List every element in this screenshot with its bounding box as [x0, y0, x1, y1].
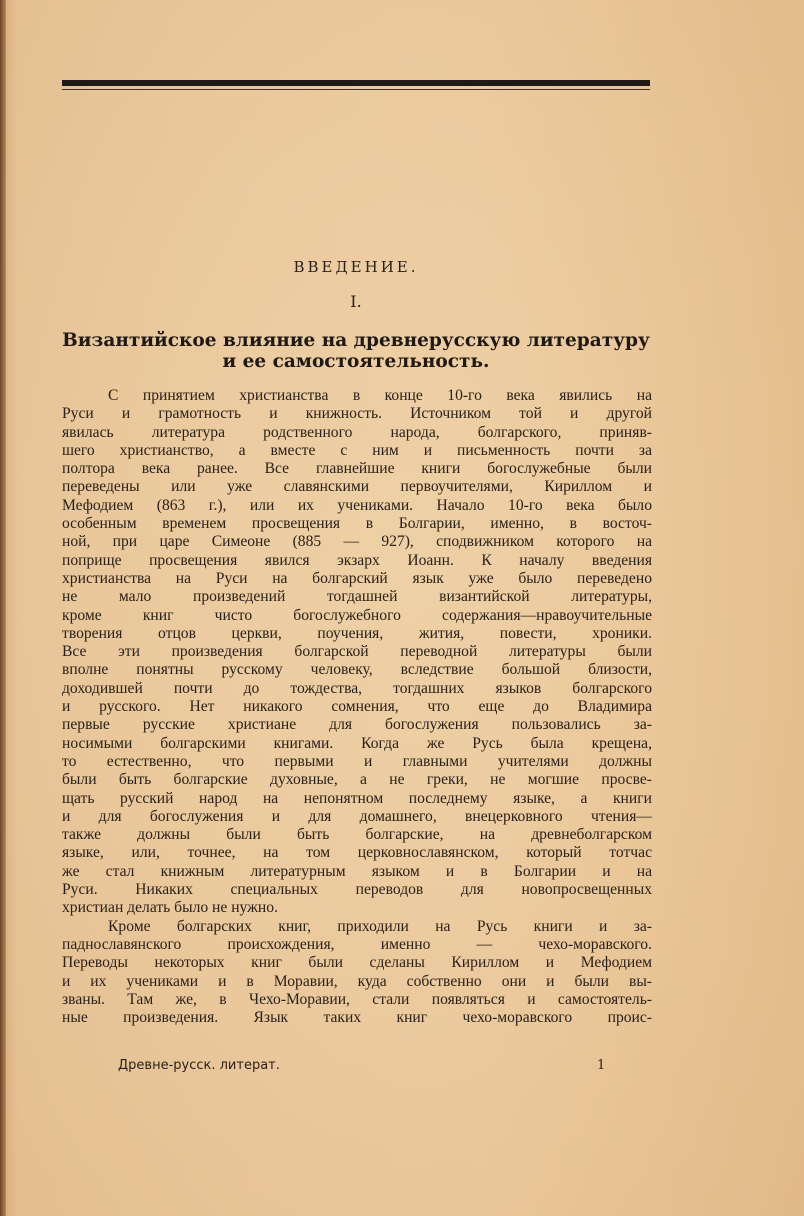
- book-spine-edge: [0, 0, 6, 1216]
- paragraph-line: вполне понятны русскому человеку, вследствие большой близости,: [62, 661, 652, 679]
- chapter-number: I.: [350, 292, 362, 311]
- paragraph-line: паднославянского происхождения, именно — чехо-моравского.: [62, 935, 652, 953]
- paragraph-line: ные произведения. Язык таких книг чехо-моравского проис-: [62, 1009, 652, 1027]
- paragraph-line: Все эти произведения болгарской переводной литературы были: [62, 643, 652, 661]
- paragraph-line: особенным временем просвещения в Болгарии, именно, в восточ-: [62, 515, 652, 533]
- paragraph-line: Кроме болгарских книг, приходили на Русь книги и за-: [108, 917, 652, 935]
- paragraph-line: доходившей почти до тождества, тогдашних языков болгарского: [62, 679, 652, 697]
- paragraph-line: поприще просвещения явился экзарх Иоанн. К началу введения: [62, 551, 652, 569]
- paragraph-line: Переводы некоторых книг были сделаны Кириллом и Мефодием: [62, 954, 652, 972]
- paragraph-line: явилась литература родственного народа, болгарского, приняв-: [62, 423, 652, 441]
- paragraph-line: полтора века ранее. Все главнейшие книги богослужебные были: [62, 460, 652, 478]
- paragraph-line: Руси. Никаких специальных переводов для новопросвещенных: [62, 881, 652, 899]
- paragraph-line: первые русские христиане для богослужения пользовались за-: [62, 716, 652, 734]
- paragraph-line: носимыми болгарскими книгами. Когда же Русь была крещена,: [62, 734, 652, 752]
- header-rule-thin: [62, 89, 650, 90]
- paragraph-line: Мефодием (863 г.), или их учениками. Начало 10-го века было: [62, 496, 652, 514]
- footer-signature: Древне-русск. литерат.: [118, 1058, 280, 1073]
- paragraph-line: ной, при царе Симеоне (885 — 927), сподвижником которого на: [62, 533, 652, 551]
- paragraph-line: кроме книг чисто богослужебного содержания—нравоучительные: [62, 606, 652, 624]
- paragraph-line: христиан делать было не нужно.: [62, 899, 278, 917]
- paragraph-line: языке, или, точнее, на том церковнославянском, который тотчас: [62, 844, 652, 862]
- paragraph-line: и для богослужения и для домашнего, внецерковного чтения—: [62, 807, 652, 825]
- paragraph-line: не мало произведений тогдашней византийской литературы,: [62, 588, 652, 606]
- paragraph-line: званы. Там же, в Чехо-Моравии, стали появляться и самостоятель-: [62, 990, 652, 1008]
- paragraph-line: то естественно, что первыми и главными учителями должны: [62, 752, 652, 770]
- chapter-title-line: и ее самостоятельность.: [222, 351, 490, 372]
- paragraph-line: Руси и грамотность и книжность. Источником той и другой: [62, 405, 652, 423]
- paragraph-line: и их учениками и в Моравии, куда собственно они и были вы-: [62, 972, 652, 990]
- body-text: [62, 387, 652, 1027]
- paragraph-line: и русского. Нет никакого сомнения, что еще до Владимира: [62, 698, 652, 716]
- paragraph-line: шего христианство, а вместе с ним и письменность почти за: [62, 441, 652, 459]
- paragraph-line: были быть болгарские духовные, а не греки, не могшие просве-: [62, 771, 652, 789]
- paragraph-line: С принятием христианства в конце 10-го века явились на: [108, 387, 652, 404]
- section-heading: ВВЕДЕНИЕ.: [293, 258, 419, 276]
- chapter-title: [62, 330, 650, 372]
- header-rule-thick: [62, 80, 650, 86]
- paragraph-line: щать русский народ на непонятном последнему языке, а книги: [62, 789, 652, 807]
- paragraph-line: творения отцов церкви, поучения, жития, повести, хроники.: [62, 624, 652, 642]
- paragraph-line: переведены или уже славянскими первоучителями, Кириллом и: [62, 478, 652, 496]
- paragraph-line: же стал книжным литературным языком и в Болгарии и на: [62, 862, 652, 880]
- chapter-title-line: Византийское влияние на древнерусскую литературу: [62, 330, 650, 351]
- page-number: 1: [597, 1058, 606, 1073]
- paragraph-line: также должны были быть болгарские, на древнеболгарском: [62, 826, 652, 844]
- paragraph-line: христианства на Руси на болгарский язык уже было переведено: [62, 569, 652, 587]
